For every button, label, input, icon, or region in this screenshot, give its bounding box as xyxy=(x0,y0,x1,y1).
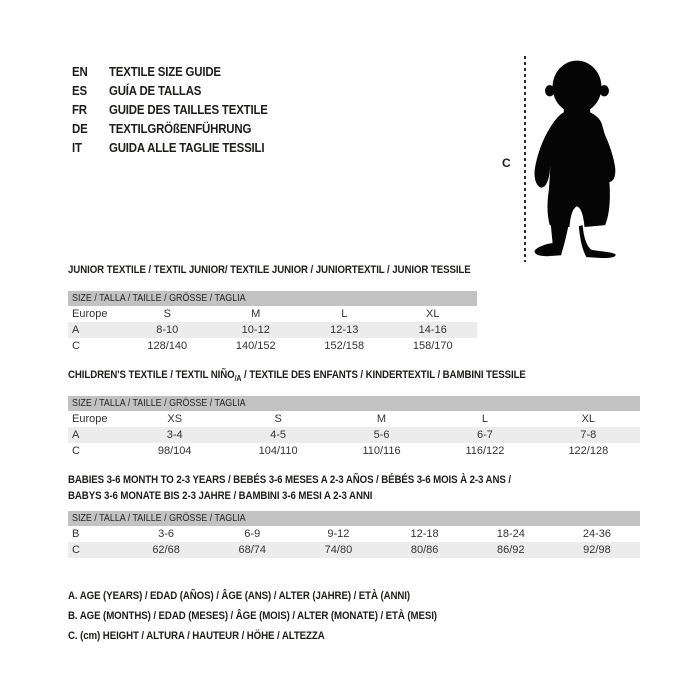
size-cell: L xyxy=(341,308,348,320)
row-label: C xyxy=(72,340,80,352)
lang-code-en: EN xyxy=(72,64,88,79)
size-cell: 110/116 xyxy=(362,445,401,457)
language-guide-list xyxy=(72,62,289,157)
size-cell: 128/140 xyxy=(147,340,188,352)
childrens-table-title: CHILDREN'S TEXTILE / TEXTIL $NIÑO_{/A}$ / TEXTILE DES ENFANTS / KINDERTEXTIL / BAMBINI TESSILE xyxy=(68,369,526,384)
height-measure-label: C xyxy=(502,156,511,170)
lang-code-fr: FR xyxy=(72,102,87,117)
junior-textile-table xyxy=(68,264,477,354)
size-cell: 12-13 xyxy=(330,324,359,336)
lang-code-es: ES xyxy=(72,83,87,98)
size-cell: XS xyxy=(167,413,183,425)
size-cell: 122/128 xyxy=(568,445,609,457)
legend-line-a: A. AGE (YEARS) / EDAD (AÑOS) / ÂGE (ANS) / ALTER (JAHRE) / ETÀ (ANNI) xyxy=(68,590,411,602)
legend-notes xyxy=(68,586,487,646)
table-row xyxy=(68,443,640,459)
row-label: Europe xyxy=(72,308,108,320)
size-cell: L xyxy=(481,413,488,425)
lang-label-fr: GUIDE DES TAILLES TEXTILE xyxy=(109,102,268,117)
babies-textile-table xyxy=(68,474,640,558)
babies-table-title-line2: BABYS 3-6 MONATE BIS 2-3 JAHRE / BAMBINI 3-6 MESI A 2-3 ANNI xyxy=(68,490,373,502)
junior-table-title: JUNIOR TEXTILE / TEXTIL JUNIOR/ TEXTILE JUNIOR / JUNIORTEXTIL / JUNIOR TESSILE xyxy=(68,264,471,276)
size-cell: 12-18 xyxy=(410,528,439,540)
size-cell: 5-6 xyxy=(373,429,390,441)
size-cell: S xyxy=(274,413,282,425)
size-cell: 7-8 xyxy=(580,429,597,441)
row-label: Europe xyxy=(72,413,108,425)
row-label: C xyxy=(72,445,80,457)
size-cell: 104/110 xyxy=(258,445,298,457)
size-cell: 3-4 xyxy=(166,429,183,441)
junior-size-header-bar: SIZE / TALLA / TAILLE / GRÖSSE / TAGLIA xyxy=(68,291,477,306)
size-cell: XL xyxy=(426,308,440,320)
size-cell: 6-7 xyxy=(476,429,493,441)
lang-code-it: IT xyxy=(72,140,82,155)
size-cell: 86/92 xyxy=(497,544,525,556)
table-row xyxy=(68,411,640,427)
size-cell: 6-9 xyxy=(244,528,261,540)
size-cell: 98/104 xyxy=(157,445,192,457)
row-label: B xyxy=(72,528,80,540)
size-cell: 140/152 xyxy=(235,340,276,352)
size-cell: 3-6 xyxy=(158,528,175,540)
table-row xyxy=(68,526,640,542)
baby-silhouette-icon xyxy=(530,54,624,261)
size-cell: 80/86 xyxy=(410,544,439,556)
size-cell: 14-16 xyxy=(418,324,447,336)
lang-row-es xyxy=(72,81,289,100)
row-label: C xyxy=(72,544,80,556)
babies-size-header-bar: SIZE / TALLA / TAILLE / GRÖSSE / TAGLIA xyxy=(68,511,640,526)
size-cell: M xyxy=(376,413,387,425)
lang-label-de: TEXTILGRÖßENFÜHRUNG xyxy=(109,121,252,136)
babies-table-title-line1: BABIES 3-6 MONTH TO 2-3 YEARS / BEBÉS 3-6 MESES A 2-3 AÑOS / BÉBÉS 3-6 MOIS À 2-3 ANS / xyxy=(68,474,511,486)
size-cell: 4-5 xyxy=(270,429,287,441)
size-cell: 152/158 xyxy=(324,340,365,352)
table-row xyxy=(68,338,477,354)
size-cell: 158/170 xyxy=(412,340,453,352)
size-cell: M xyxy=(251,308,261,320)
size-cell: XL xyxy=(581,413,596,425)
table-row xyxy=(68,306,477,322)
lang-row-it xyxy=(72,138,289,157)
table-row xyxy=(68,322,477,338)
lang-row-en xyxy=(72,62,289,81)
lang-label-it: GUIDA ALLE TAGLIE TESSILI xyxy=(109,140,265,155)
size-cell: 116/122 xyxy=(465,445,505,457)
legend-line-b: B. AGE (MONTHS) / EDAD (MESES) / ÂGE (MOIS) / ALTER (MONATE) / ETÀ (MESI) xyxy=(68,610,437,622)
table-row xyxy=(68,427,640,443)
size-cell: 18-24 xyxy=(496,528,525,540)
size-cell: 92/98 xyxy=(583,544,611,556)
table-row xyxy=(68,542,640,558)
legend-line-c: C. (cm) HEIGHT / ALTURA / HAUTEUR / HÖHE / ALTEZZA xyxy=(68,630,325,642)
size-cell: 9-12 xyxy=(327,528,350,540)
childrens-textile-table xyxy=(68,369,640,459)
lang-code-de: DE xyxy=(72,121,88,136)
lang-label-en: TEXTILE SIZE GUIDE xyxy=(109,64,221,79)
lang-label-es: GUÍA DE TALLAS xyxy=(109,83,202,98)
row-label: A xyxy=(72,324,80,336)
height-dashed-line xyxy=(524,56,526,262)
size-cell: 10-12 xyxy=(241,324,270,336)
row-label: A xyxy=(72,429,80,441)
childrens-size-header-bar: SIZE / TALLA / TAILLE / GRÖSSE / TAGLIA xyxy=(68,396,640,411)
size-cell: 8-10 xyxy=(156,324,179,336)
size-cell: 68/74 xyxy=(238,544,267,556)
lang-row-de xyxy=(72,119,289,138)
size-cell: 74/80 xyxy=(324,544,353,556)
size-cell: 62/68 xyxy=(152,544,180,556)
lang-row-fr xyxy=(72,100,289,119)
size-cell: S xyxy=(163,308,171,320)
size-cell: 24-36 xyxy=(582,528,612,540)
